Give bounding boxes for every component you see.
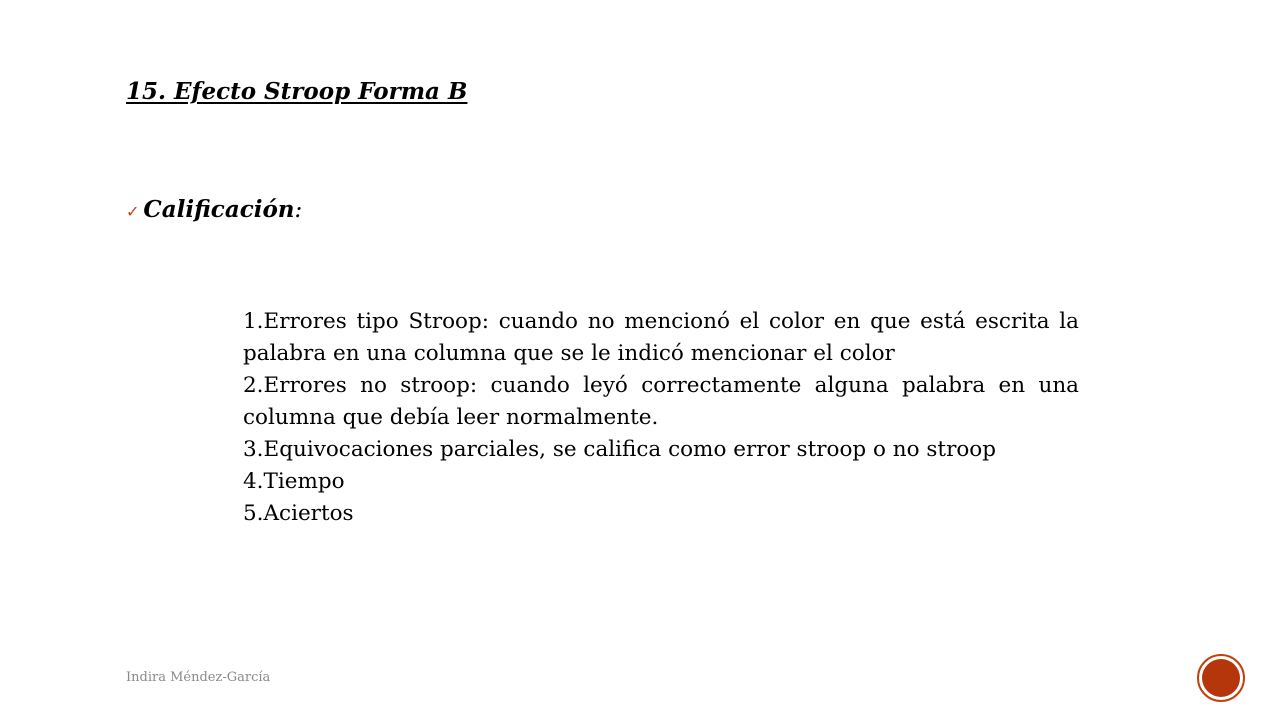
criteria-item: 1.Errores tipo Stroop: cuando no mencionó el color en que está escrita la palabra en una columna que se le indicó mencionar el color (243, 309, 1079, 366)
slide-title: 15. Efecto Stroop Forma B (126, 78, 468, 105)
scoring-heading-colon: : (294, 197, 303, 223)
scoring-bullet (126, 196, 302, 223)
scoring-heading: Calificación (143, 196, 295, 223)
scoring-criteria-list (243, 306, 1079, 530)
slide-number-badge (1197, 654, 1245, 702)
check-icon: ✓ (126, 202, 140, 221)
footer-author: Indira Méndez-García (126, 670, 271, 685)
criteria-item: 4.Tiempo (243, 469, 345, 494)
criteria-item: 5.Aciertos (243, 501, 354, 526)
criteria-item: 2.Errores no stroop: cuando leyó correctamente alguna palabra en una columna que debía leer normalmente. (243, 373, 1079, 430)
badge-circle (1202, 659, 1240, 697)
criteria-item: 3.Equivocaciones parciales, se califica como error stroop o no stroop (243, 437, 997, 462)
